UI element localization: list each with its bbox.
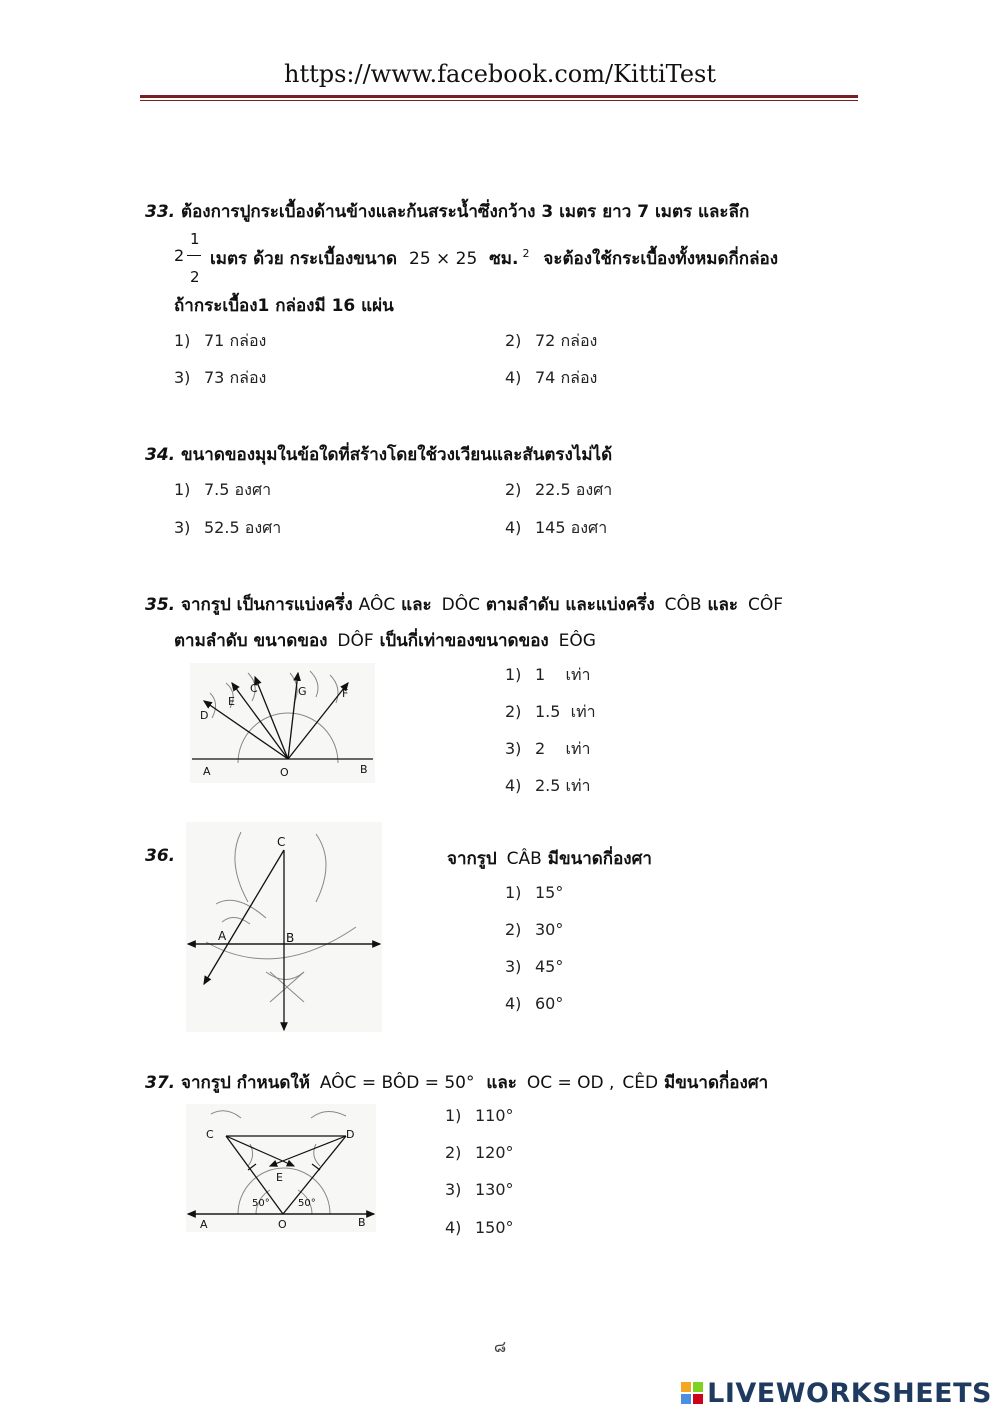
q35-option-3[interactable] [505, 737, 591, 762]
opt-text: 74 กล่อง [535, 368, 598, 387]
brand-text: LIVEWORKSHEETS [707, 1378, 992, 1409]
opt-num: 1) [445, 1106, 462, 1125]
q37-stem [145, 1069, 768, 1096]
label-c: C [250, 682, 258, 695]
q35-option-1[interactable] [505, 663, 591, 688]
opt-num: 3) [505, 957, 522, 976]
q37-expr2: OC = OD , [526, 1073, 615, 1093]
label-c: C [206, 1128, 214, 1141]
q35-text-1: จากรูป เป็นการแบ่งครึ่ง [181, 595, 353, 615]
construction-arcs [206, 832, 356, 1002]
q34-number: 34. [145, 445, 176, 465]
opt-num: 3) [174, 368, 191, 387]
opt-text: 130° [475, 1180, 514, 1199]
label-a: A [218, 929, 227, 943]
q33-sup: 2 [522, 247, 530, 261]
q33-option-2[interactable] [505, 329, 597, 354]
opt-num: 1) [174, 331, 191, 350]
opt-num: 1) [174, 480, 191, 499]
opt-text: 2.5 เท่า [535, 776, 591, 795]
label-f: F [342, 687, 349, 700]
opt-text: 71 กล่อง [204, 331, 267, 350]
q37-text-1: จากรูป กำหนดให้ [181, 1073, 310, 1093]
label-g: G [298, 685, 307, 698]
opt-num: 1) [505, 883, 522, 902]
opt-text: 150° [475, 1218, 514, 1237]
q36-option-2[interactable] [505, 920, 563, 939]
q33-dims: 25 × 25 [409, 249, 478, 269]
q34-stem [145, 441, 612, 468]
opt-num: 2) [505, 920, 522, 939]
q37-option-1[interactable] [445, 1106, 514, 1125]
opt-text: 2 เท่า [535, 739, 591, 758]
q34-text: ขนาดของมุมในข้อใดที่สร้างโดยใช้วงเวียนและสันตรงไม่ได้ [181, 445, 613, 465]
q34-option-2[interactable] [505, 478, 612, 503]
opt-num: 3) [505, 739, 522, 758]
label-a: A [203, 765, 211, 778]
q35-angle-cob: CÔB [664, 595, 702, 615]
q37-number: 37. [145, 1073, 176, 1093]
q33-frac-num: 1 [190, 230, 200, 248]
q33-text-2a: เมตร ด้วย กระเบื้องขนาด [210, 249, 398, 269]
label-e: E [276, 1171, 283, 1184]
q35-option-4[interactable] [505, 774, 591, 799]
q35-text-4: และ [707, 595, 739, 615]
opt-text: 73 กล่อง [204, 368, 267, 387]
opt-text: 1.5 เท่า [535, 702, 596, 721]
label-o: O [278, 1218, 287, 1231]
header-rule [140, 95, 858, 98]
label-a: A [200, 1218, 208, 1231]
label-c: C [277, 835, 286, 849]
q37-option-2[interactable] [445, 1143, 514, 1162]
q35-text-3: ตามลำดับ และแบ่งครึ่ง [485, 595, 655, 615]
header-rule-thin [140, 100, 858, 101]
q36-figure [186, 822, 382, 1032]
opt-text: 60° [535, 994, 564, 1013]
opt-text: 22.5 องศา [535, 480, 613, 499]
q35-number: 35. [145, 595, 176, 615]
opt-num: 4) [505, 518, 522, 537]
q34-option-1[interactable] [174, 478, 271, 503]
q36-number: 36. [145, 846, 176, 866]
label-angle-2: 50° [298, 1198, 316, 1209]
opt-num: 1) [505, 665, 522, 684]
label-o: O [280, 766, 289, 779]
q33-line2 [210, 245, 778, 272]
q35-angle-cof: CÔF [747, 595, 783, 615]
opt-num: 3) [174, 518, 191, 537]
opt-text: 30° [535, 920, 564, 939]
opt-text: 72 กล่อง [535, 331, 598, 350]
q33-unit: ซม. [489, 249, 519, 269]
q33-frac-den: 2 [190, 268, 200, 286]
liveworksheets-logo-icon [681, 1382, 703, 1404]
q33-line3: ถ้ากระเบื้อง1 กล่องมี 16 แผ่น [174, 296, 394, 316]
q36-number-wrap [145, 846, 175, 866]
label-d: D [200, 709, 209, 722]
q33-number: 33. [145, 202, 176, 222]
q33-option-3[interactable] [174, 366, 266, 391]
q37-text-3: มีขนาดกี่องศา [663, 1073, 769, 1093]
opt-text: 120° [475, 1143, 514, 1162]
q37-option-3[interactable] [445, 1180, 514, 1199]
q35-line2 [174, 627, 596, 654]
opt-num: 4) [505, 776, 522, 795]
label-b: B [286, 931, 295, 945]
opt-text: 110° [475, 1106, 514, 1125]
opt-text: 15° [535, 883, 564, 902]
rays [204, 673, 348, 759]
opt-num: 2) [445, 1143, 462, 1162]
opt-num: 2) [505, 480, 522, 499]
q36-option-1[interactable] [505, 883, 563, 902]
opt-text: 1 เท่า [535, 665, 591, 684]
q33-text-2b: จะต้องใช้กระเบื้องทั้งหมดกี่กล่อง [543, 249, 778, 269]
q37-figure [186, 1104, 376, 1232]
label-b: B [360, 763, 368, 776]
q35-text-5: ตามลำดับ ขนาดของ [174, 631, 328, 651]
opt-text: 52.5 องศา [204, 518, 282, 537]
label-d: D [346, 1128, 355, 1141]
q35-figure [190, 663, 375, 783]
liveworksheets-brand[interactable] [681, 1378, 992, 1409]
q36-option-4[interactable] [505, 994, 563, 1013]
q35-angle-doc: DÔC [441, 595, 480, 615]
q33-frac-bar [187, 255, 201, 256]
opt-text: 7.5 องศา [204, 480, 272, 499]
opt-num: 4) [505, 994, 522, 1013]
label-e: E [228, 695, 235, 708]
q36-angle: CÂB [506, 849, 542, 869]
q33-text-1: ต้องการปูกระเบื้องด้านข้างและก้นสระน้ำซึ่งกว้าง 3 เมตร ยาว 7 เมตร และลึก [181, 202, 750, 222]
q37-angle: CÊD [622, 1073, 659, 1093]
q37-option-4[interactable] [445, 1218, 514, 1237]
equal-marks [248, 1164, 320, 1170]
opt-num: 4) [445, 1218, 462, 1237]
q35-angle-dof: DÔF [337, 631, 374, 651]
q36-text-2: มีขนาดกี่องศา [547, 849, 652, 869]
opt-text: 45° [535, 957, 564, 976]
q36-option-3[interactable] [505, 957, 563, 976]
opt-text: 145 องศา [535, 518, 608, 537]
label-angle-1: 50° [252, 1198, 270, 1209]
q35-angle-eog: EÔG [558, 631, 596, 651]
q33-option-1[interactable] [174, 329, 266, 354]
q34-option-4[interactable] [505, 516, 607, 541]
q34-option-3[interactable] [174, 516, 281, 541]
page-number: ๘ [493, 1337, 507, 1356]
opt-num: 2) [505, 331, 522, 350]
header-url: https://www.facebook.com/KittiTest [284, 60, 716, 88]
q35-text-2: และ [401, 595, 432, 615]
q35-option-2[interactable] [505, 700, 596, 725]
q33-option-4[interactable] [505, 366, 597, 391]
label-b: B [358, 1216, 366, 1229]
q35-angle-aoc: AÔC [358, 595, 396, 615]
q33-line1 [145, 198, 749, 225]
q37-text-2: และ [486, 1073, 517, 1093]
opt-num: 4) [505, 368, 522, 387]
q35-text-6: เป็นกี่เท่าของขนาดของ [379, 631, 549, 651]
opt-num: 2) [505, 702, 522, 721]
q33-whole: 2 [174, 246, 185, 265]
q35-line1 [145, 591, 783, 618]
opt-num: 3) [445, 1180, 462, 1199]
q37-expr: AÔC = BÔD = 50° [319, 1073, 475, 1093]
q36-stem [447, 845, 652, 872]
q36-text-1: จากรูป [447, 849, 497, 869]
line-ca [204, 850, 284, 984]
